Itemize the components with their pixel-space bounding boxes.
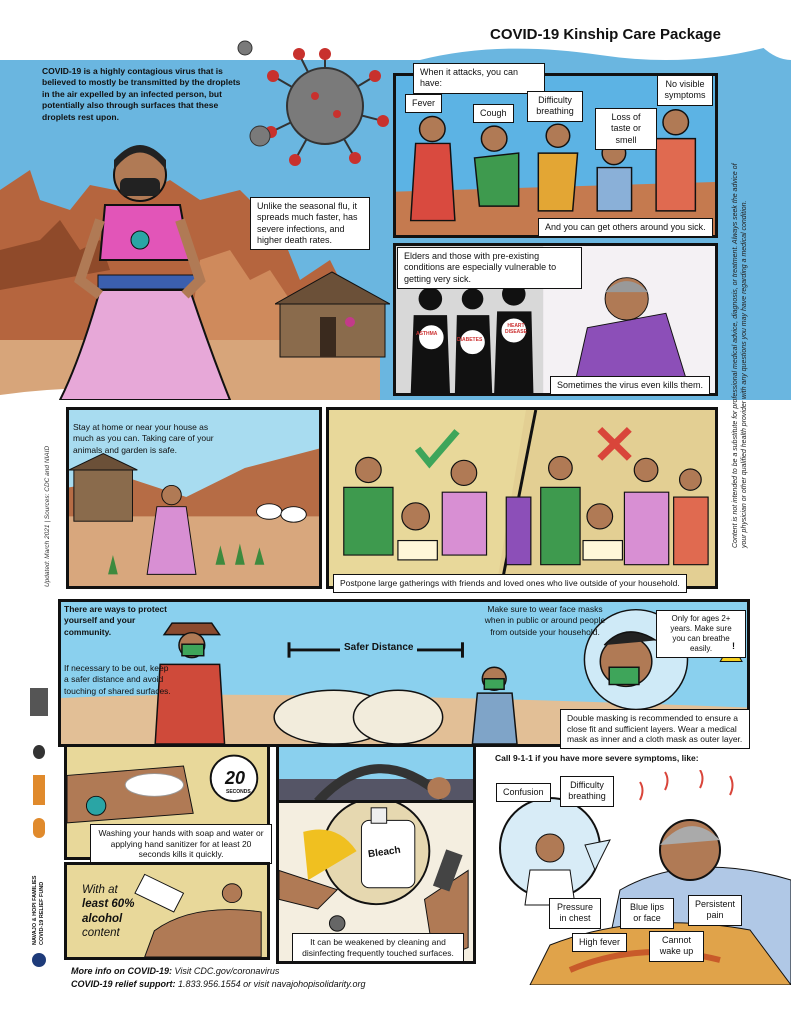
gatherings-panel [326,407,718,589]
footer-info-link[interactable]: Visit CDC.gov/coronavirus [174,966,280,976]
call-911-header: Call 9-1-1 if you have more severe symptoms, like: [495,753,699,763]
protect-text: There are ways to protect yourself and your community. [64,604,167,637]
footer [71,965,365,991]
timer-seconds-value: 20 [225,768,246,788]
woman-figure [40,130,240,400]
symptom-blue-lips: Blue lips or face [620,898,674,929]
virus-illustration [225,36,415,176]
symptom-breathing: Difficulty breathing [560,776,614,807]
symptom-difficulty: Difficulty breathing [527,91,583,122]
symptom-persistent-pain: Persistent pain [688,895,742,926]
bleach-caption: It can be weakened by cleaning and disinfecting frequently touched surfaces. [292,933,464,962]
symptom-fever: Fever [405,94,442,113]
flu-caption: Unlike the seasonal flu, it spreads much faster, has severe infections, and higher death rates. [250,197,370,250]
sidebar-logo-3 [33,775,45,805]
page-title: COVID-19 Kinship Care Package [490,26,721,43]
safer-distance-label: Safer Distance [340,642,417,653]
attack-others-caption: And you can get others around you sick. [538,218,713,237]
footer-relief-link[interactable]: 1.833.956.1554 or visit navajohopisolidarity.org [178,979,366,990]
cabin-illustration [275,262,390,362]
symptom-high-fever: High fever [572,933,627,952]
sidebar-logo-1 [30,688,48,716]
symptom-confusion: Confusion [496,783,551,802]
kills-caption: Sometimes the virus even kills them. [550,376,710,395]
heart-label: HEART DISEASE [505,323,527,335]
postpone-caption: Postpone large gatherings with friends and loved ones who live outside of your household. [333,574,687,593]
ages-caption: Only for ages 2+ years. Make sure you can breathe easily. [656,610,746,658]
alcohol-text [82,883,134,941]
stay-home-text: Stay at home or near your house as much as you can. Taking care of your animals and garden is safe. [73,422,214,455]
masks-text: Make sure to wear face masks when in public or around people from outside your household. [484,604,606,637]
relief-fund-logo: NAVAJO & HOPI FAMILIES COVID-19 RELIEF FUND [32,875,46,945]
timer-seconds-label: SECONDS [226,789,251,795]
symptom-taste: Loss of taste or smell [595,108,657,150]
warning-icon: ! [732,641,735,651]
sidebar-logo-2 [33,745,45,759]
symptom-pressure: Pressure in chest [549,898,601,929]
elders-caption: Elders and those with pre-existing conditions are especially vulnerable to getting very sick. [397,247,582,289]
footer-info [71,965,365,978]
intro-text: COVID-19 is a highly contagious virus that is believed to mostly be transmitted by the droplets in the air expelled by an infected person, but potentially also through surfaces that these droplets rest upon. [42,66,241,122]
alcohol-line-1: With at [82,884,118,896]
alcohol-line-2: least 60% [82,898,135,911]
symptom-cough: Cough [473,104,514,123]
asthma-label: ASTHMA [416,331,438,337]
call-911-scene [490,770,791,985]
wash-caption: Washing your hands with soap and water or applying hand sanitizer for at least 20 seconds kills it quickly. [90,824,272,864]
symptom-cannot-wake: Cannot wake up [649,931,704,962]
diabetes-label: DIABETES [457,337,483,343]
bleach-bottle-label: Bleach [367,844,402,861]
disclaimer-line-2: your physician or other qualified health provider with any questions you may have regarding a medical condition. [741,200,749,548]
necessary-text: If necessary to be out, keep a safer distance and avoid touching of shared surfaces. [64,663,171,696]
sidebar-logo-4 [33,818,45,838]
symptom-none: No visible symptoms [657,75,713,106]
alcohol-line-4: content [82,927,120,940]
sidebar-logo-5 [32,953,46,967]
attack-header: When it attacks, you can have: [413,63,545,94]
alcohol-line-3: alcohol [82,912,123,925]
disclaimer-text [731,163,749,548]
footer-relief-label: COVID-19 relief support: [71,979,176,990]
double-masking-caption: Double masking is recommended to ensure a close fit and sufficient layers. Wear a medical mask as inner and a cloth mask as outer layer. [560,709,750,749]
footer-relief [71,978,365,991]
updated-note: Updated: March 2021 | Sources: CDC and NIAID [44,445,51,587]
footer-info-label: More info on COVID-19: [71,966,172,976]
disclaimer-line-1: Content is not intended to be a substitute for professional medical advice, diagnosis, or treatment. Always seek the advice of [732,163,739,548]
